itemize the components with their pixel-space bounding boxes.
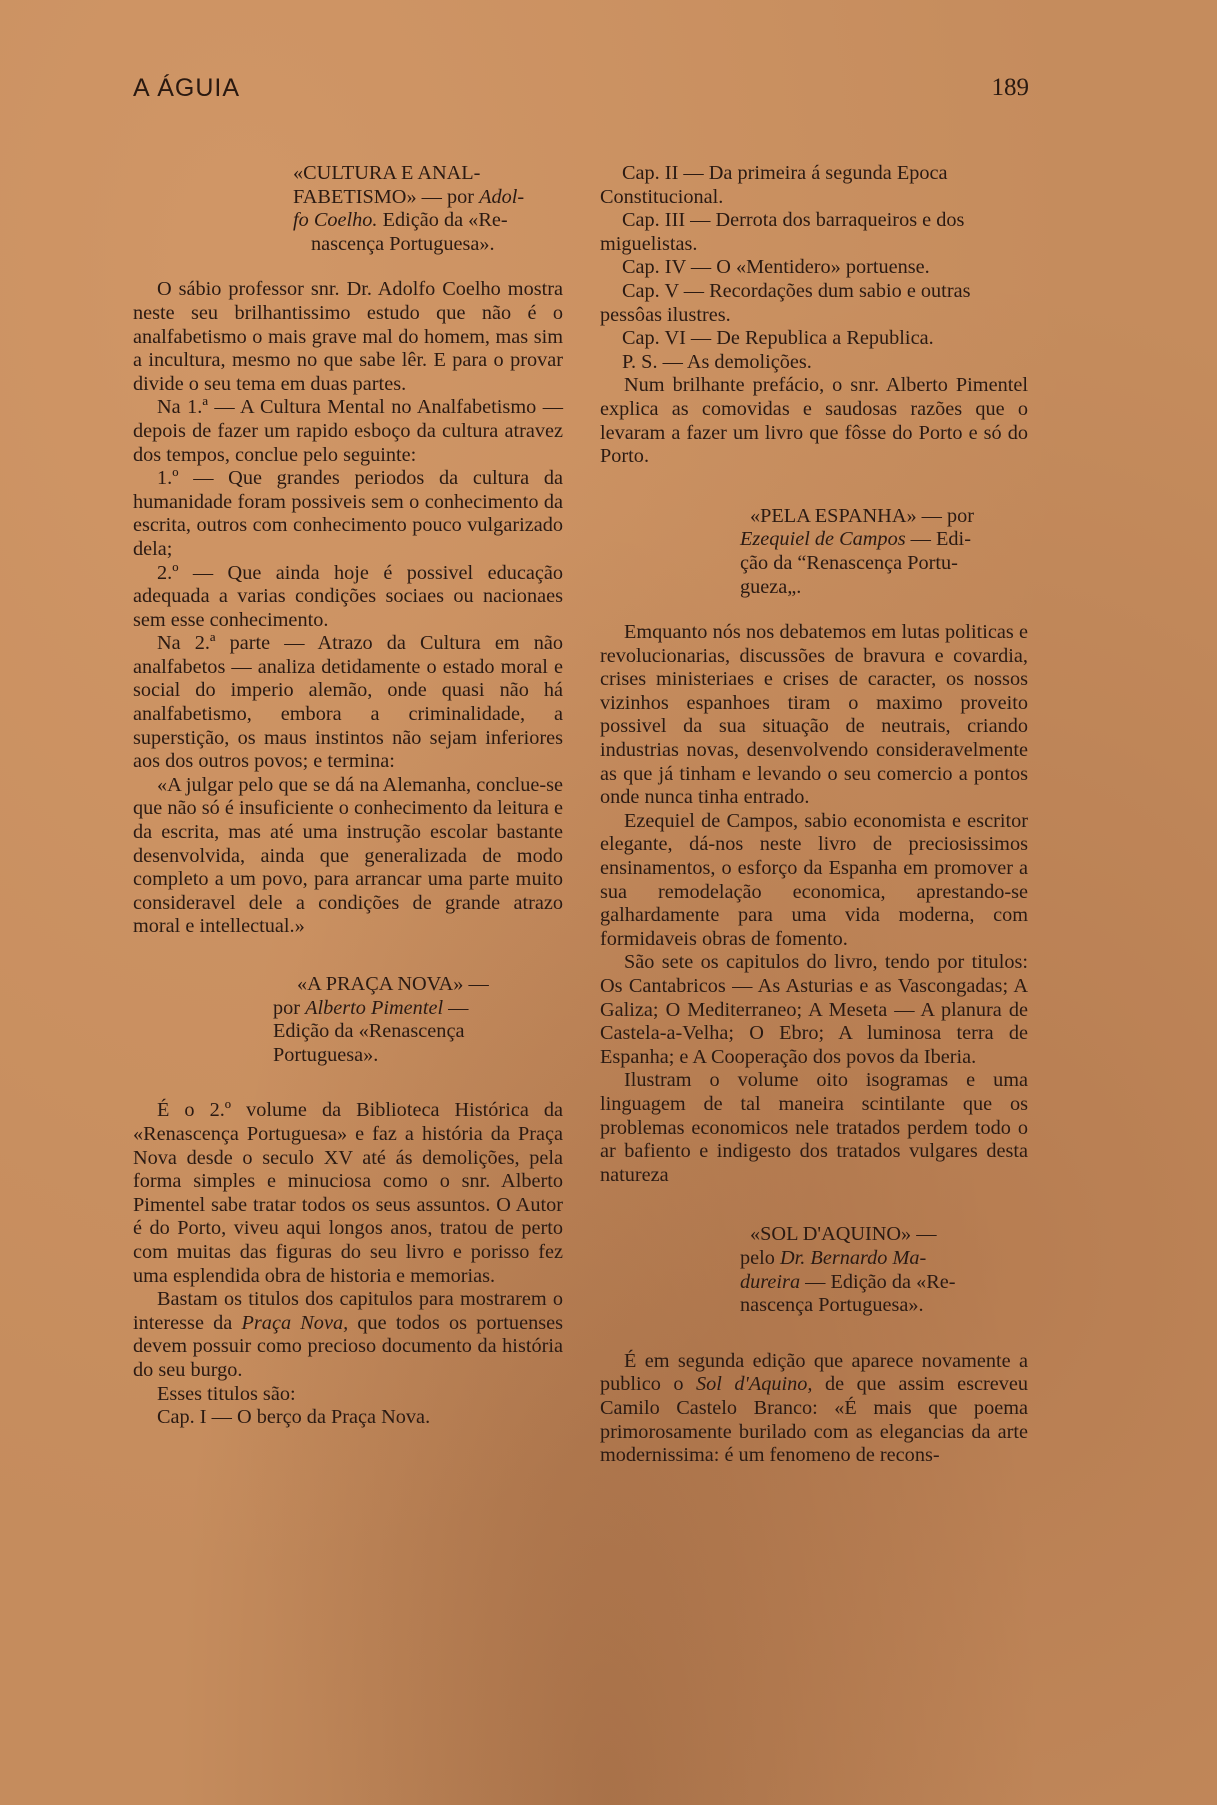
review-title-sol-daquino — [740, 1223, 1028, 1317]
paragraph: O sábio professor snr. Dr. Adolfo Coelho mostra neste seu brilhantissimo estudo que não é o analfabetismo o mais grave mal do homem, mas sim a incultura, mesmo no que sabe lêr. E para o provar divide o seu tema em duas partes. — [133, 278, 563, 395]
title-text: ção da “Renascença Portu- — [740, 551, 958, 574]
title-text: FABETISMO» — por — [293, 185, 480, 208]
chapter-line: Cap. V — Recordações dum sabio e outras pessôas ilustres. — [600, 279, 971, 326]
paragraph: Ilustram o volume oito isogramas e uma linguagem de tal maneira scintilante que os problemas economicos nele tratados perdem todo o ar bafiento e indigesto dos tratados vulgares desta natureza — [600, 1069, 1028, 1186]
review-title-praca-nova — [273, 973, 563, 1067]
review-title-cultura — [293, 162, 563, 256]
review-title-pela-espanha — [740, 505, 1028, 599]
paragraph: Ezequiel de Campos, sabio economista e escritor elegante, dá-nos neste livro de preciosissimos ensinamentos, o esforço da Espanha em promover a sua remodelação economica, aprestando-se galhardamente para uma vida moderna, com formidaveis obras de fomento. — [600, 809, 1028, 950]
paragraph — [133, 1288, 563, 1382]
title-text: nascença Portuguesa». — [311, 232, 495, 255]
author-name: dureira — [740, 1270, 801, 1293]
paragraph: São sete os capitulos do livro, tendo por titulos: Os Cantabricos — As Asturias e as Vascongadas; A Galiza; O Mediterraneo; A Meseta — A planura de Castela-a-Velha; O Ebro; A luminosa terra de Espanha; e A Cooperação dos povos da Iberia. — [600, 951, 1028, 1068]
paragraph: «A julgar pelo que se dá na Alemanha, conclue-se que não só é insuficiente o conhecimento da leitura e da escrita, mas até uma instrução escolar bastante desenvolvida, ainda que generalizada de modo completo a um povo, para arrancar uma parte muito consideravel dele a condições de grande atrazo moral e intellectual.» — [133, 773, 563, 938]
author-name: Dr. Bernardo Ma- — [780, 1246, 927, 1269]
page-number: 189 — [991, 74, 1029, 101]
title-text: — Edição da «Re- — [800, 1270, 956, 1293]
author-name: Adol- — [479, 185, 525, 208]
book-title: Sol d'Aquino, — [695, 1373, 813, 1396]
author-name: Ezequiel de Campos — [740, 528, 906, 551]
chapter-line: Cap. IV — O «Mentidero» portuense. — [622, 256, 930, 279]
text: que todos os portuenses devem possuir como precioso documento da história do seu burgo. — [133, 1311, 563, 1381]
title-text: «A PRAÇA NOVA» — — [297, 973, 489, 995]
paragraph: Esses titulos são: — [157, 1382, 296, 1405]
running-header — [133, 74, 1029, 114]
text: É em segunda edição que aparece novamente a publico o — [600, 1349, 1028, 1396]
title-text: pelo — [740, 1246, 780, 1269]
title-text: — Edi- — [905, 528, 971, 551]
paragraph: Emquanto nós nos debatemos em lutas politicas e revolucionarias, discussões de bravura e covardia, crises ministeriaes e crises de caracter, os nossos vizinhos espanhoes tiram o maximo proveito possivel da sua situação de neutrais, criando industrias novas, desenvolvendo consideravelmente as que já tinham e levando o seu comercio a pontos onde nunca tinha entrado. — [600, 621, 1028, 809]
text: Bastam os titulos dos capitulos para mostrarem o interesse da — [133, 1288, 563, 1334]
paragraph: Na 1.ª — A Cultura Mental no Analfabetismo — depois de fazer um rapido esboço da cultura atravez dos tempos, conclue pelo seguinte: — [133, 396, 563, 466]
chapter-line: Cap. III — Derrota dos barraqueiros e dos miguelistas. — [600, 209, 965, 255]
paragraph: É o 2.º volume da Biblioteca Histórica da «Renascença Portuguesa» e faz a história da Praça Nova desde o seculo XV até ás demolições, pela forma simples e minuciosa como o snr. Alberto Pimentel sabe tratar todos os seus assuntos. O Autor é do Porto, viveu aqui longos anos, tratou de perto com muitas das figuras do seu livro e porisso fez uma esplendida obra de historia e memorias. — [133, 1099, 563, 1287]
chapter-line: Cap. I — O berço da Praça Nova. — [157, 1406, 431, 1429]
title-text: Edição da «Re- — [377, 209, 508, 232]
title-text: Edição da «Renascença — [273, 1020, 465, 1043]
title-text: nascença Portuguesa». — [740, 1294, 924, 1317]
book-title: Praça Nova, — [241, 1311, 349, 1334]
title-text: gueza„. — [740, 575, 802, 598]
author-name: Alberto Pimentel — [305, 996, 444, 1019]
paragraph: 1.º — Que grandes periodos da cultura da humanidade foram possiveis sem o conhecimento da escrita, outros com conhecimento pouco vulgarizado dela; — [133, 467, 563, 560]
left-column — [133, 162, 563, 1430]
title-text: por — [273, 996, 306, 1019]
chapter-line: P. S. — As demolições. — [622, 350, 812, 373]
title-text: «SOL D'AQUINO» — — [750, 1223, 937, 1246]
author-name: fo Coelho. — [293, 209, 378, 232]
title-text: «CULTURA E ANAL- — [293, 162, 481, 184]
journal-title: A ÁGUIA — [133, 74, 241, 102]
title-text: — — [443, 996, 469, 1019]
chapter-line: Cap. VI — De Republica a Republica. — [622, 327, 934, 350]
right-column — [600, 162, 1028, 1468]
paragraph — [600, 1350, 1028, 1468]
paragraph: 2.º — Que ainda hoje é possivel educação adequada a varias condições sociaes ou nacionaes sem esse conhecimento. — [133, 561, 563, 631]
title-text: Portuguesa». — [273, 1043, 379, 1066]
paragraph: Num brilhante prefácio, o snr. Alberto Pimentel explica as comovidas e saudosas razões que o levaram a fazer um livro que fôsse do Porto e só do Porto. — [600, 374, 1028, 468]
chapter-line: Cap. II — Da primeira á segunda Epoca Constitucional. — [600, 162, 948, 208]
title-text: «PELA ESPANHA» — por — [750, 504, 975, 527]
paragraph: Na 2.ª parte — Atrazo da Cultura em não analfabetos — analiza detidamente o estado moral e social do imperio alemão, onde quasi não há analfabetismo, embora a criminalidade, a superstição, os maus instintos não sejam inferiores aos dos outros povos; e termina: — [133, 632, 563, 773]
text: de que assim escreveu Camilo Castelo Branco: «É mais que poema primorosamente burilado com as elegancias da arte modernissima: é um fenomeno de recons- — [600, 1373, 1028, 1467]
